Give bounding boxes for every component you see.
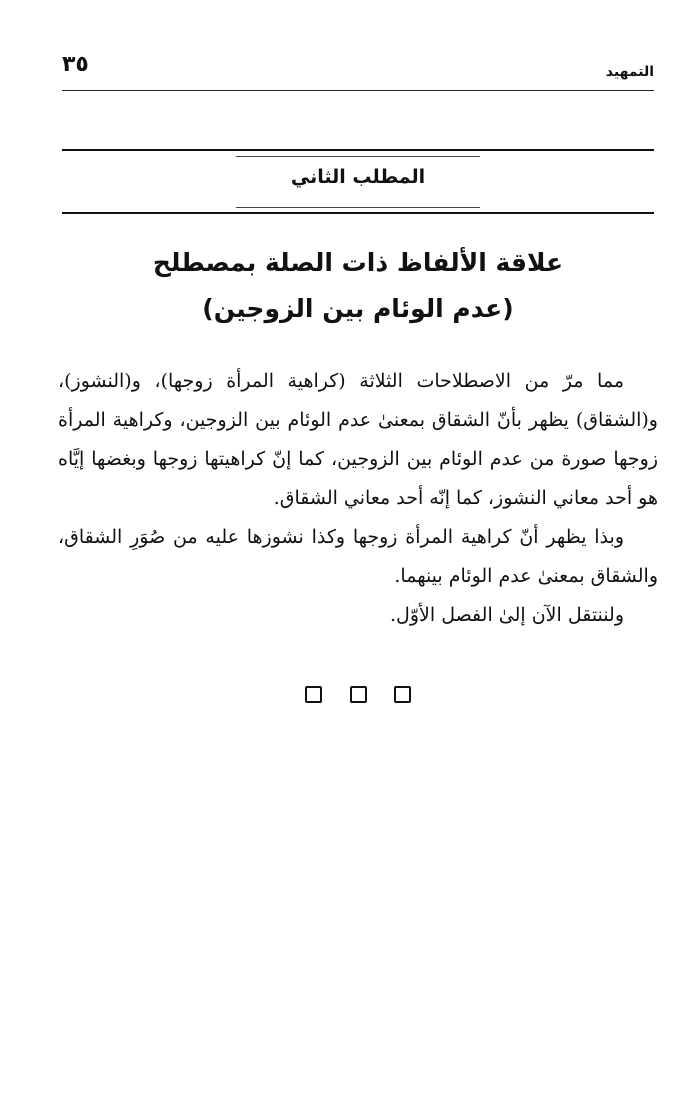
- main-heading-line-2: (عدم الوئام بين الزوجين): [202, 294, 514, 323]
- end-ornament: [62, 686, 654, 707]
- square-icon: [305, 686, 322, 703]
- page-number: ٣٥: [62, 52, 89, 77]
- subsection-title: المطلب الثاني: [290, 166, 426, 188]
- running-header-section-name: التمهيد: [605, 64, 654, 80]
- banner-bottom-inner-rule: [236, 207, 480, 208]
- banner-bottom-rule: [62, 212, 654, 214]
- main-heading: [62, 240, 654, 332]
- running-header: [62, 52, 654, 92]
- header-divider: [62, 90, 654, 91]
- square-icon: [350, 686, 367, 703]
- banner-top-rule: [62, 149, 654, 151]
- main-heading-line-1: علاقة الألفاظ ذات الصلة بمصطلح: [152, 248, 564, 277]
- paragraph-3: ولننتقل الآن إلىٰ الفصل الأوّل.: [390, 604, 624, 626]
- paragraph-1: مما مرّ من الاصطلاحات الثلاثة (كراهية المرأة زوجها)، و(النشوز)، و(الشقاق) يظهر بأنّ الشقاق بمعنىٰ عدم الوئام بين الزوجين، وكراهية المرأة زوجها صورة من عدم الوئام بين الزوجين، كما إنّ كراهيتها زوجها وبغضها إيَّاه هو أحد معاني النشوز، كما إنّه أحد معاني الشقاق.: [58, 370, 658, 509]
- square-icon: [394, 686, 411, 703]
- paragraph-2: وبذا يظهر أنّ كراهية المرأة زوجها وكذا نشوزها عليه من صُوَرِ الشقاق، والشقاق بمعنىٰ عدم الوئام بينهما.: [58, 526, 658, 587]
- banner-top-inner-rule: [236, 156, 480, 157]
- body-text: [58, 362, 658, 635]
